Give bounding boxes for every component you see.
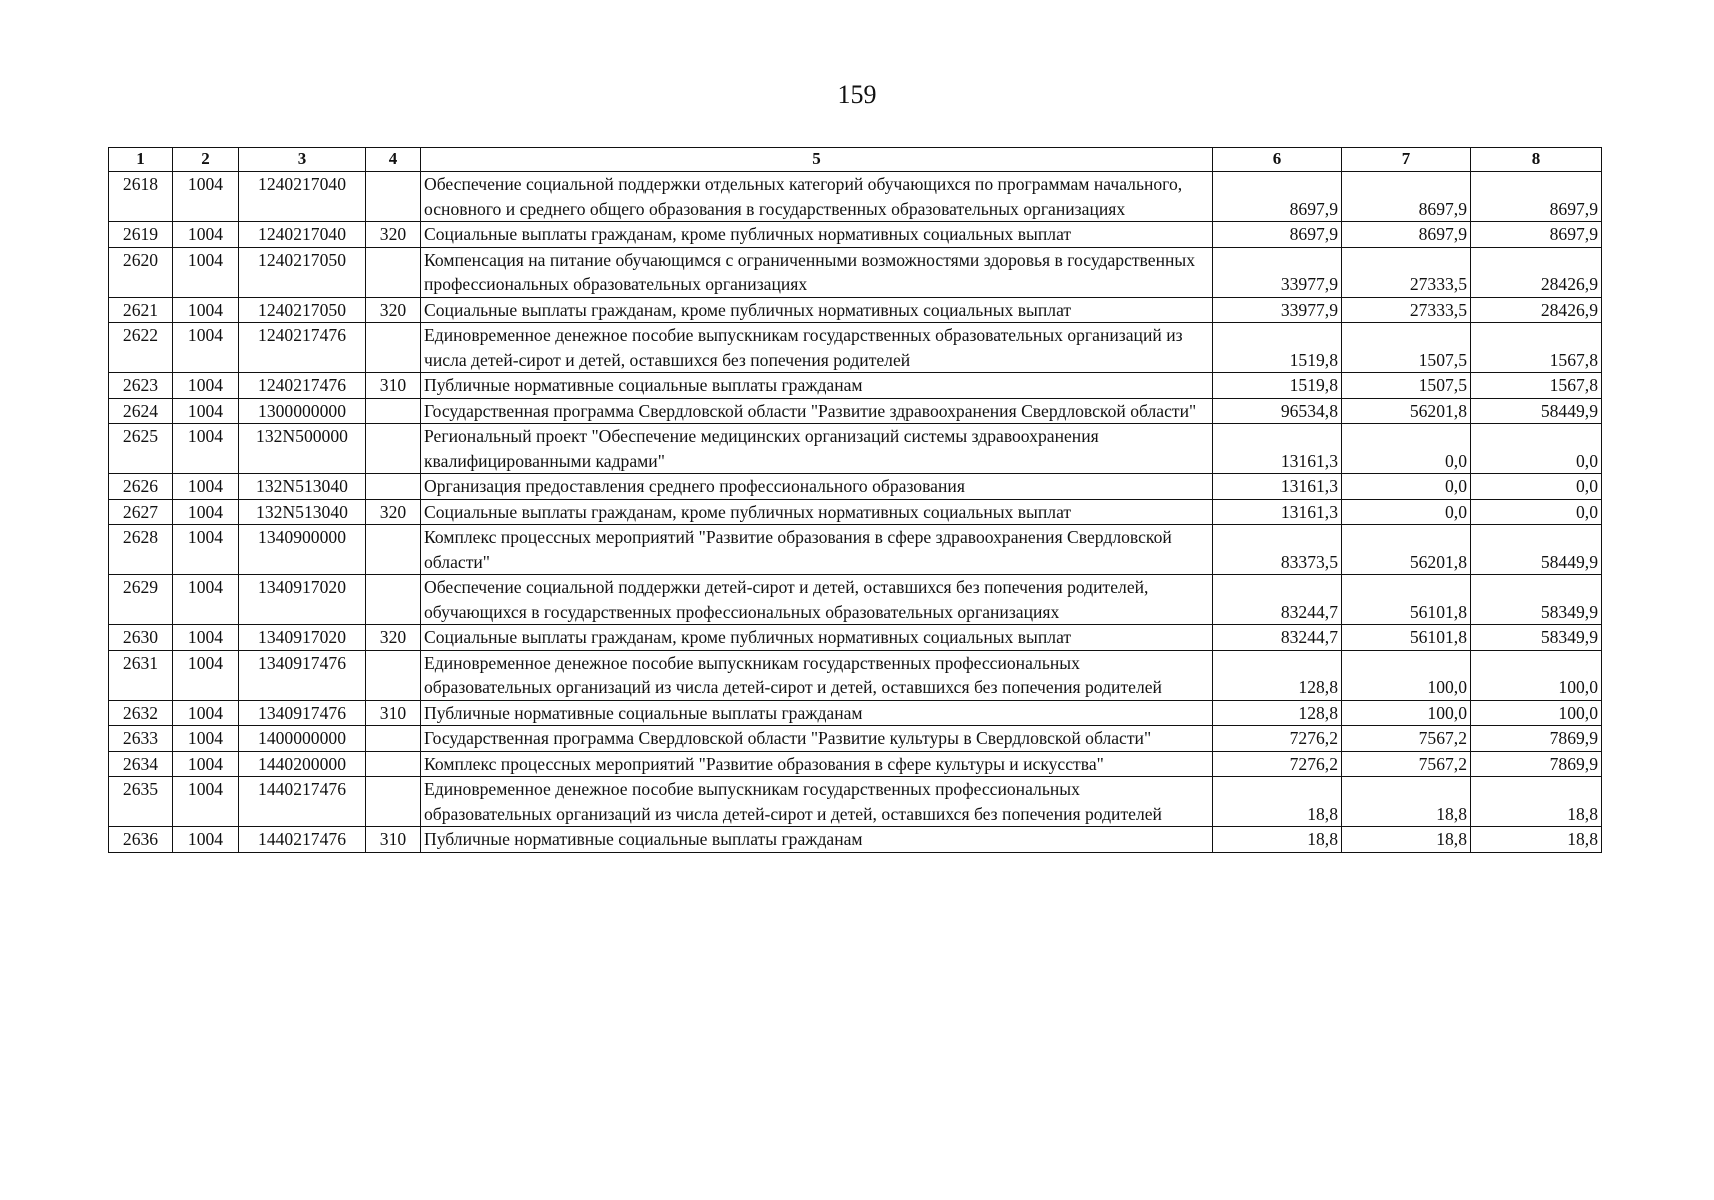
table-row — [109, 247, 1602, 297]
cell-expense-type — [366, 247, 421, 297]
cell-amount-year-2: 0,0 — [1342, 474, 1471, 500]
cell-target-article: 1440217476 — [239, 827, 366, 853]
cell-row-number: 2636 — [109, 827, 173, 853]
cell-amount-year-1: 1519,8 — [1213, 373, 1342, 399]
cell-description: Публичные нормативные социальные выплаты гражданам — [421, 700, 1213, 726]
cell-row-number: 2632 — [109, 700, 173, 726]
column-header-1: 1 — [109, 148, 173, 172]
page-number: 159 — [837, 80, 877, 109]
cell-description: Организация предоставления среднего профессионального образования — [421, 474, 1213, 500]
column-header-4: 4 — [366, 148, 421, 172]
column-header-3: 3 — [239, 148, 366, 172]
cell-description: Единовременное денежное пособие выпускникам государственных образовательных организаций из числа детей-сирот и детей, оставшихся без попечения родителей — [421, 323, 1213, 373]
cell-amount-year-2: 8697,9 — [1342, 172, 1471, 222]
cell-expense-type — [366, 398, 421, 424]
column-header-6: 6 — [1213, 148, 1342, 172]
cell-amount-year-1: 8697,9 — [1213, 222, 1342, 248]
cell-amount-year-1: 96534,8 — [1213, 398, 1342, 424]
budget-table — [108, 147, 1602, 853]
table-row — [109, 700, 1602, 726]
cell-row-number: 2629 — [109, 575, 173, 625]
cell-amount-year-3: 8697,9 — [1471, 172, 1602, 222]
table-row — [109, 398, 1602, 424]
cell-target-article: 132N500000 — [239, 424, 366, 474]
cell-section-code: 1004 — [173, 222, 239, 248]
cell-section-code: 1004 — [173, 525, 239, 575]
cell-description: Региональный проект "Обеспечение медицинских организаций системы здравоохранения квалифицированными кадрами" — [421, 424, 1213, 474]
cell-amount-year-2: 7567,2 — [1342, 726, 1471, 752]
table-row — [109, 222, 1602, 248]
header-row — [109, 148, 1602, 172]
cell-target-article: 1340917476 — [239, 650, 366, 700]
cell-expense-type — [366, 575, 421, 625]
cell-row-number: 2620 — [109, 247, 173, 297]
cell-amount-year-3: 58349,9 — [1471, 625, 1602, 651]
cell-amount-year-3: 18,8 — [1471, 827, 1602, 853]
cell-row-number: 2635 — [109, 777, 173, 827]
cell-section-code: 1004 — [173, 424, 239, 474]
cell-amount-year-3: 1567,8 — [1471, 373, 1602, 399]
cell-amount-year-3: 100,0 — [1471, 650, 1602, 700]
cell-target-article: 1240217040 — [239, 222, 366, 248]
cell-section-code: 1004 — [173, 827, 239, 853]
cell-target-article: 1240217050 — [239, 297, 366, 323]
cell-amount-year-1: 83244,7 — [1213, 625, 1342, 651]
cell-row-number: 2622 — [109, 323, 173, 373]
cell-amount-year-3: 28426,9 — [1471, 247, 1602, 297]
cell-target-article: 1340917020 — [239, 625, 366, 651]
cell-description: Публичные нормативные социальные выплаты гражданам — [421, 373, 1213, 399]
cell-amount-year-3: 7869,9 — [1471, 726, 1602, 752]
cell-target-article: 1240217476 — [239, 373, 366, 399]
cell-amount-year-2: 56101,8 — [1342, 625, 1471, 651]
cell-row-number: 2625 — [109, 424, 173, 474]
table-row — [109, 625, 1602, 651]
cell-description: Социальные выплаты гражданам, кроме публичных нормативных социальных выплат — [421, 297, 1213, 323]
cell-row-number: 2628 — [109, 525, 173, 575]
cell-amount-year-1: 83373,5 — [1213, 525, 1342, 575]
cell-expense-type — [366, 525, 421, 575]
cell-amount-year-2: 0,0 — [1342, 499, 1471, 525]
cell-amount-year-3: 18,8 — [1471, 777, 1602, 827]
cell-amount-year-1: 8697,9 — [1213, 172, 1342, 222]
table-row — [109, 172, 1602, 222]
cell-section-code: 1004 — [173, 575, 239, 625]
cell-target-article: 1440217476 — [239, 777, 366, 827]
cell-amount-year-2: 1507,5 — [1342, 373, 1471, 399]
cell-amount-year-1: 7276,2 — [1213, 726, 1342, 752]
cell-section-code: 1004 — [173, 625, 239, 651]
cell-amount-year-1: 18,8 — [1213, 777, 1342, 827]
table-row — [109, 323, 1602, 373]
cell-amount-year-1: 128,8 — [1213, 650, 1342, 700]
cell-expense-type: 320 — [366, 297, 421, 323]
cell-section-code: 1004 — [173, 700, 239, 726]
cell-description: Обеспечение социальной поддержки отдельных категорий обучающихся по программам начального, основного и среднего общего образования в государственных образовательных организациях — [421, 172, 1213, 222]
cell-row-number: 2621 — [109, 297, 173, 323]
cell-section-code: 1004 — [173, 726, 239, 752]
cell-target-article: 1440200000 — [239, 751, 366, 777]
cell-description: Государственная программа Свердловской области "Развитие культуры в Свердловской области" — [421, 726, 1213, 752]
table-row — [109, 525, 1602, 575]
cell-row-number: 2634 — [109, 751, 173, 777]
cell-amount-year-2: 8697,9 — [1342, 222, 1471, 248]
cell-amount-year-1: 7276,2 — [1213, 751, 1342, 777]
cell-row-number: 2619 — [109, 222, 173, 248]
table-row — [109, 751, 1602, 777]
cell-section-code: 1004 — [173, 499, 239, 525]
cell-row-number: 2627 — [109, 499, 173, 525]
column-header-2: 2 — [173, 148, 239, 172]
cell-description: Социальные выплаты гражданам, кроме публичных нормативных социальных выплат — [421, 499, 1213, 525]
cell-description: Публичные нормативные социальные выплаты гражданам — [421, 827, 1213, 853]
cell-amount-year-3: 58349,9 — [1471, 575, 1602, 625]
cell-section-code: 1004 — [173, 398, 239, 424]
cell-amount-year-3: 0,0 — [1471, 474, 1602, 500]
cell-section-code: 1004 — [173, 777, 239, 827]
cell-row-number: 2631 — [109, 650, 173, 700]
cell-description: Социальные выплаты гражданам, кроме публичных нормативных социальных выплат — [421, 625, 1213, 651]
table-row — [109, 777, 1602, 827]
cell-amount-year-2: 27333,5 — [1342, 297, 1471, 323]
cell-amount-year-2: 56201,8 — [1342, 398, 1471, 424]
column-header-5: 5 — [421, 148, 1213, 172]
cell-expense-type — [366, 424, 421, 474]
cell-expense-type: 320 — [366, 499, 421, 525]
cell-target-article: 1340917476 — [239, 700, 366, 726]
table-row — [109, 424, 1602, 474]
cell-row-number: 2624 — [109, 398, 173, 424]
cell-amount-year-3: 58449,9 — [1471, 398, 1602, 424]
cell-amount-year-3: 0,0 — [1471, 424, 1602, 474]
cell-amount-year-2: 7567,2 — [1342, 751, 1471, 777]
table-row — [109, 726, 1602, 752]
table-row — [109, 575, 1602, 625]
cell-amount-year-1: 18,8 — [1213, 827, 1342, 853]
cell-expense-type — [366, 474, 421, 500]
cell-expense-type — [366, 323, 421, 373]
cell-target-article: 132N513040 — [239, 499, 366, 525]
cell-amount-year-2: 1507,5 — [1342, 323, 1471, 373]
cell-expense-type — [366, 726, 421, 752]
cell-description: Комплекс процессных мероприятий "Развитие образования в сфере здравоохранения Свердловской области" — [421, 525, 1213, 575]
cell-expense-type: 310 — [366, 827, 421, 853]
cell-amount-year-1: 128,8 — [1213, 700, 1342, 726]
cell-amount-year-3: 0,0 — [1471, 499, 1602, 525]
cell-amount-year-2: 100,0 — [1342, 700, 1471, 726]
cell-row-number: 2630 — [109, 625, 173, 651]
cell-amount-year-1: 13161,3 — [1213, 474, 1342, 500]
cell-amount-year-3: 100,0 — [1471, 700, 1602, 726]
cell-row-number: 2618 — [109, 172, 173, 222]
cell-amount-year-3: 58449,9 — [1471, 525, 1602, 575]
cell-amount-year-2: 0,0 — [1342, 424, 1471, 474]
cell-amount-year-1: 33977,9 — [1213, 297, 1342, 323]
cell-amount-year-1: 13161,3 — [1213, 499, 1342, 525]
cell-target-article: 1340900000 — [239, 525, 366, 575]
cell-amount-year-1: 33977,9 — [1213, 247, 1342, 297]
cell-expense-type: 310 — [366, 700, 421, 726]
cell-section-code: 1004 — [173, 323, 239, 373]
cell-amount-year-1: 83244,7 — [1213, 575, 1342, 625]
cell-description: Государственная программа Свердловской области "Развитие здравоохранения Свердловской области" — [421, 398, 1213, 424]
cell-section-code: 1004 — [173, 172, 239, 222]
cell-description: Обеспечение социальной поддержки детей-сирот и детей, оставшихся без попечения родителей, обучающихся в государственных профессиональных образовательных организациях — [421, 575, 1213, 625]
cell-amount-year-2: 18,8 — [1342, 827, 1471, 853]
cell-target-article: 132N513040 — [239, 474, 366, 500]
table-body — [109, 172, 1602, 853]
cell-section-code: 1004 — [173, 474, 239, 500]
table-row — [109, 650, 1602, 700]
cell-description: Комплекс процессных мероприятий "Развитие образования в сфере культуры и искусства" — [421, 751, 1213, 777]
cell-section-code: 1004 — [173, 751, 239, 777]
cell-row-number: 2626 — [109, 474, 173, 500]
cell-expense-type — [366, 172, 421, 222]
cell-row-number: 2623 — [109, 373, 173, 399]
cell-target-article: 1240217050 — [239, 247, 366, 297]
table-row — [109, 297, 1602, 323]
cell-description: Единовременное денежное пособие выпускникам государственных профессиональных образовательных организаций из числа детей-сирот и детей, оставшихся без попечения родителей — [421, 650, 1213, 700]
cell-amount-year-3: 28426,9 — [1471, 297, 1602, 323]
cell-amount-year-3: 8697,9 — [1471, 222, 1602, 248]
table-row — [109, 499, 1602, 525]
cell-amount-year-2: 56201,8 — [1342, 525, 1471, 575]
cell-amount-year-2: 27333,5 — [1342, 247, 1471, 297]
cell-target-article: 1240217040 — [239, 172, 366, 222]
cell-expense-type: 310 — [366, 373, 421, 399]
cell-target-article: 1240217476 — [239, 323, 366, 373]
cell-target-article: 1300000000 — [239, 398, 366, 424]
cell-section-code: 1004 — [173, 297, 239, 323]
cell-description: Единовременное денежное пособие выпускникам государственных профессиональных образовательных организаций из числа детей-сирот и детей, оставшихся без попечения родителей — [421, 777, 1213, 827]
cell-description: Социальные выплаты гражданам, кроме публичных нормативных социальных выплат — [421, 222, 1213, 248]
cell-expense-type — [366, 751, 421, 777]
cell-amount-year-1: 1519,8 — [1213, 323, 1342, 373]
cell-expense-type: 320 — [366, 222, 421, 248]
cell-description: Компенсация на питание обучающимся с ограниченными возможностями здоровья в государственных профессиональных образовательных организациях — [421, 247, 1213, 297]
cell-target-article: 1340917020 — [239, 575, 366, 625]
cell-expense-type: 320 — [366, 625, 421, 651]
cell-amount-year-2: 100,0 — [1342, 650, 1471, 700]
cell-target-article: 1400000000 — [239, 726, 366, 752]
cell-amount-year-3: 7869,9 — [1471, 751, 1602, 777]
cell-amount-year-1: 13161,3 — [1213, 424, 1342, 474]
cell-section-code: 1004 — [173, 650, 239, 700]
cell-amount-year-2: 56101,8 — [1342, 575, 1471, 625]
column-header-8: 8 — [1471, 148, 1602, 172]
cell-section-code: 1004 — [173, 247, 239, 297]
cell-amount-year-3: 1567,8 — [1471, 323, 1602, 373]
cell-amount-year-2: 18,8 — [1342, 777, 1471, 827]
table-row — [109, 827, 1602, 853]
cell-expense-type — [366, 650, 421, 700]
cell-section-code: 1004 — [173, 373, 239, 399]
table-row — [109, 474, 1602, 500]
table-row — [109, 373, 1602, 399]
column-header-7: 7 — [1342, 148, 1471, 172]
cell-expense-type — [366, 777, 421, 827]
cell-row-number: 2633 — [109, 726, 173, 752]
